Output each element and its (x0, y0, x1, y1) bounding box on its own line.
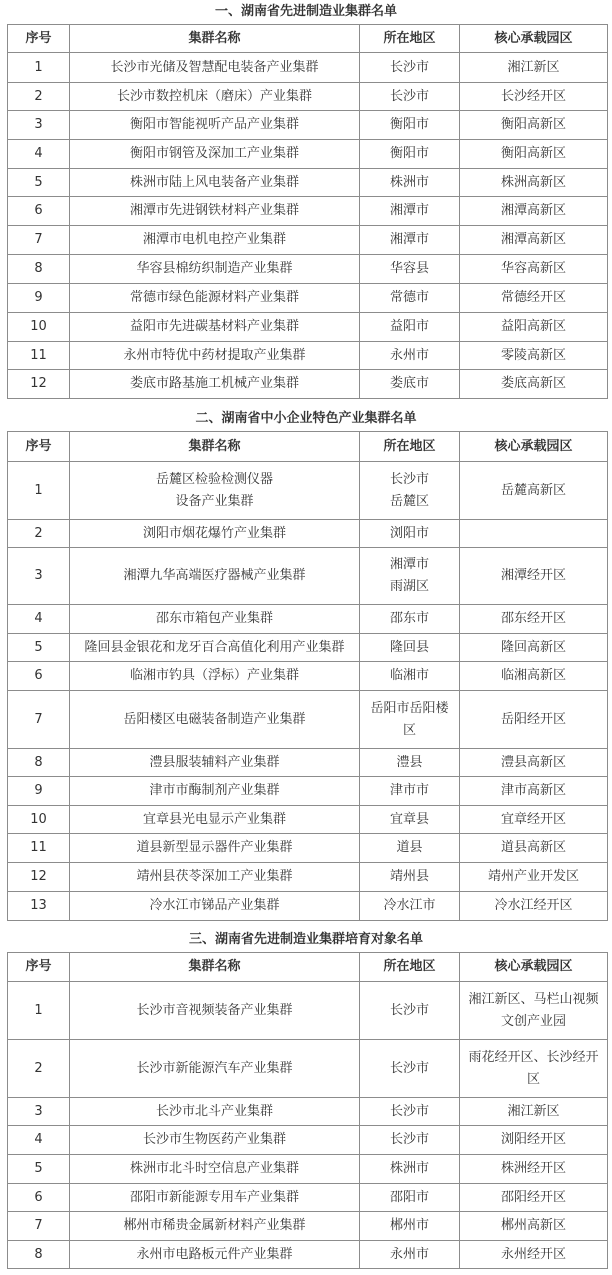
cluster-name-cell-line: 冷水江市锑品产业集群 (149, 898, 280, 913)
row-index: 10 (8, 313, 70, 342)
park-cell (460, 226, 608, 255)
park-cell (460, 1241, 608, 1269)
park-cell (460, 863, 608, 892)
cluster-name-cell-line: 津市市酶制剂产业集群 (149, 783, 280, 798)
park-cell-line: 永州经开区 (500, 1246, 566, 1262)
table-row (8, 1212, 608, 1241)
row-index: 2 (8, 520, 70, 548)
park-cell-line: 隆回高新区 (500, 639, 566, 655)
region-cell (360, 83, 460, 111)
table-row (8, 255, 608, 284)
region-cell (360, 1098, 460, 1126)
park-cell-line: 靖州产业开发区 (487, 869, 579, 884)
cluster-name-cell (70, 1040, 360, 1098)
row-index: 6 (8, 1184, 70, 1212)
region-cell (360, 749, 460, 777)
table-row (8, 313, 608, 342)
cluster-name-cell (70, 169, 360, 197)
region-cell-line: 郴州市 (389, 1218, 429, 1233)
row-index: 1 (8, 53, 70, 83)
table-row (8, 1126, 608, 1155)
park-cell-line: 冷水江经开区 (494, 898, 573, 913)
row-index: 12 (8, 370, 70, 399)
row-index: 8 (8, 1241, 70, 1269)
region-cell-line: 长沙市 (389, 471, 429, 487)
section-3 (0, 928, 612, 1269)
park-cell (460, 1212, 608, 1241)
row-index: 11 (8, 834, 70, 863)
park-cell-line: 株洲高新区 (500, 174, 566, 190)
cluster-name-cell (70, 1212, 360, 1241)
cluster-name-cell-line: 道县新型显示器件产业集群 (136, 840, 293, 855)
table-row (8, 691, 608, 749)
row-index: 10 (8, 806, 70, 834)
park-cell (460, 691, 608, 749)
cluster-name-cell (70, 53, 360, 83)
region-cell-line: 宜章县 (389, 811, 429, 827)
cluster-table (7, 952, 608, 1269)
row-index: 4 (8, 605, 70, 634)
cluster-name-cell (70, 806, 360, 834)
region-cell-line: 澧县 (396, 754, 423, 770)
region-cell (360, 255, 460, 284)
table-row (8, 226, 608, 255)
header-cluster-name: 集群名称 (70, 953, 360, 982)
cluster-name-cell (70, 1098, 360, 1126)
table-row (8, 605, 608, 634)
region-cell (360, 777, 460, 806)
park-cell-line: 湘江新区、马栏山视频 (468, 991, 599, 1007)
section-1 (0, 0, 612, 399)
row-index: 2 (8, 83, 70, 111)
region-cell-line: 长沙市 (389, 1060, 429, 1076)
region-cell (360, 342, 460, 370)
row-index: 12 (8, 863, 70, 892)
header-index: 序号 (8, 953, 70, 982)
cluster-name-cell (70, 1126, 360, 1155)
table-row (8, 834, 608, 863)
row-index: 3 (8, 111, 70, 140)
region-cell (360, 834, 460, 863)
park-cell (460, 982, 608, 1040)
region-cell (360, 111, 460, 140)
row-index: 8 (8, 749, 70, 777)
region-cell-line: 衡阳市 (389, 146, 429, 161)
table-row (8, 140, 608, 169)
park-cell-line: 临湘高新区 (500, 668, 566, 683)
cluster-name-cell-line: 邵阳市新能源专用车产业集群 (129, 1189, 299, 1205)
cluster-name-cell (70, 342, 360, 370)
park-cell (460, 777, 608, 806)
cluster-name-cell (70, 520, 360, 548)
park-cell (460, 662, 608, 691)
header-region: 所在地区 (360, 25, 460, 53)
park-cell (460, 634, 608, 662)
cluster-name-cell-line: 常德市绿色能源材料产业集群 (129, 290, 299, 305)
table-row (8, 370, 608, 399)
region-cell (360, 892, 460, 921)
park-cell-line: 株洲经开区 (500, 1161, 566, 1176)
section-2 (0, 407, 612, 921)
region-cell-line: 常德市 (389, 290, 429, 305)
park-cell-line: 雨花经开区、长沙经开 (468, 1049, 599, 1065)
cluster-name-cell (70, 749, 360, 777)
row-index: 9 (8, 284, 70, 313)
row-index: 6 (8, 662, 70, 691)
cluster-name-cell-line: 永州市特优中药材提取产业集群 (123, 347, 306, 363)
region-cell (360, 1126, 460, 1155)
region-cell-line: 临湘市 (389, 668, 429, 683)
cluster-name-cell-line: 靖州县茯苓深加工产业集群 (136, 869, 293, 884)
header-park: 核心承载园区 (460, 25, 608, 53)
park-cell-line: 益阳高新区 (500, 319, 566, 334)
row-index: 3 (8, 1098, 70, 1126)
cluster-name-cell-line: 长沙市生物医药产业集群 (142, 1132, 286, 1147)
cluster-name-cell (70, 140, 360, 169)
region-cell (360, 313, 460, 342)
cluster-table (7, 431, 608, 921)
park-cell-line: 道县高新区 (500, 840, 566, 855)
cluster-name-cell-line: 湘潭市先进钢铁材料产业集群 (129, 203, 299, 218)
region-cell-line: 邵阳市 (389, 1189, 429, 1205)
table-row (8, 982, 608, 1040)
row-index: 1 (8, 462, 70, 520)
park-cell-line: 湘潭高新区 (500, 203, 566, 218)
header-cluster-name: 集群名称 (70, 25, 360, 53)
table-row (8, 863, 608, 892)
cluster-name-cell-line: 隆回县金银花和龙牙百合高值化利用产业集群 (84, 639, 345, 655)
table-row (8, 1241, 608, 1269)
park-cell-line: 华容高新区 (500, 261, 566, 276)
region-cell-line: 娄底市 (389, 376, 429, 391)
table-row (8, 111, 608, 140)
region-cell-line: 雨湖区 (389, 579, 429, 594)
cluster-name-cell (70, 634, 360, 662)
cluster-name-cell-line: 长沙市新能源汽车产业集群 (136, 1060, 293, 1076)
cluster-name-cell-line: 永州市电路板元件产业集群 (136, 1246, 293, 1262)
region-cell (360, 169, 460, 197)
park-cell-line: 娄底高新区 (500, 376, 566, 391)
table-row (8, 53, 608, 83)
row-index: 2 (8, 1040, 70, 1098)
cluster-name-cell-line: 浏阳市烟花爆竹产业集群 (142, 525, 286, 541)
row-index: 4 (8, 1126, 70, 1155)
row-index: 13 (8, 892, 70, 921)
park-cell-line: 零陵高新区 (500, 347, 566, 363)
park-cell (460, 370, 608, 399)
table-row (8, 892, 608, 921)
header-index: 序号 (8, 432, 70, 462)
region-cell (360, 197, 460, 226)
park-cell-line: 岳麓高新区 (500, 482, 566, 498)
region-cell-line: 湘潭市 (389, 232, 429, 247)
cluster-name-cell (70, 83, 360, 111)
table-row (8, 1184, 608, 1212)
park-cell-line: 常德经开区 (500, 290, 566, 305)
row-index: 5 (8, 634, 70, 662)
park-cell (460, 111, 608, 140)
header-park: 核心承载园区 (460, 953, 608, 982)
region-cell-line: 道县 (396, 840, 423, 855)
cluster-name-cell-line: 衡阳市智能视听产品产业集群 (129, 117, 299, 132)
cluster-name-cell-line: 株洲市北斗时空信息产业集群 (129, 1161, 299, 1176)
cluster-name-cell-line: 娄底市路基施工机械产业集群 (129, 376, 299, 391)
park-cell-line: 湘江新区 (507, 1103, 560, 1119)
region-cell-line: 冷水江市 (383, 898, 436, 913)
region-cell (360, 605, 460, 634)
region-cell (360, 662, 460, 691)
cluster-name-cell (70, 892, 360, 921)
region-cell (360, 1155, 460, 1184)
cluster-name-cell-line: 长沙市数控机床（磨床）产业集群 (116, 88, 312, 104)
cluster-name-cell (70, 548, 360, 605)
cluster-name-cell (70, 313, 360, 342)
park-cell-line: 湘江新区 (507, 59, 560, 75)
cluster-name-cell-line: 衡阳市钢管及深加工产业集群 (129, 146, 299, 161)
cluster-name-cell-line: 岳阳楼区电磁装备制造产业集群 (123, 711, 306, 727)
header-cluster-name: 集群名称 (70, 432, 360, 462)
region-cell-line: 长沙市 (389, 1132, 429, 1147)
park-cell (460, 140, 608, 169)
park-cell (460, 806, 608, 834)
table-row (8, 806, 608, 834)
park-cell (460, 605, 608, 634)
region-cell (360, 1040, 460, 1098)
region-cell-line: 湘潭市 (389, 203, 429, 218)
park-cell-line: 岳阳经开区 (500, 711, 566, 727)
region-cell (360, 806, 460, 834)
park-cell (460, 892, 608, 921)
cluster-name-cell-line: 岳麓区检验检测仪器 (155, 471, 273, 487)
cluster-table (7, 24, 608, 399)
region-cell-line: 区 (402, 722, 416, 738)
header-index: 序号 (8, 25, 70, 53)
park-cell (460, 1098, 608, 1126)
park-cell-line: 长沙经开区 (500, 88, 566, 104)
cluster-name-cell-line: 株洲市陆上风电装备产业集群 (129, 174, 299, 190)
table-row (8, 1155, 608, 1184)
header-region: 所在地区 (360, 953, 460, 982)
table-row (8, 548, 608, 605)
row-index: 5 (8, 169, 70, 197)
region-cell-line: 华容县 (389, 261, 429, 276)
cluster-name-cell (70, 284, 360, 313)
park-cell-line: 浏阳经开区 (500, 1132, 566, 1147)
cluster-name-cell (70, 1155, 360, 1184)
park-cell (460, 255, 608, 284)
park-cell (460, 313, 608, 342)
region-cell (360, 1212, 460, 1241)
row-index: 4 (8, 140, 70, 169)
table-row (8, 634, 608, 662)
cluster-name-cell-line: 湘潭市电机电控产业集群 (142, 232, 286, 247)
region-cell-line: 津市市 (389, 783, 429, 798)
region-cell (360, 284, 460, 313)
region-cell (360, 370, 460, 399)
park-cell-line: 邵东经开区 (500, 611, 566, 626)
region-cell (360, 53, 460, 83)
region-cell-line: 长沙市 (389, 1103, 429, 1119)
table-row (8, 169, 608, 197)
region-cell-line: 湘潭市 (389, 557, 429, 572)
region-cell-line: 长沙市 (389, 59, 429, 75)
region-cell (360, 1241, 460, 1269)
cluster-name-cell (70, 834, 360, 863)
header-park: 核心承载园区 (460, 432, 608, 462)
table-row (8, 284, 608, 313)
region-cell (360, 863, 460, 892)
cluster-name-cell-line: 宜章县光电显示产业集群 (142, 811, 286, 827)
row-index: 3 (8, 548, 70, 605)
region-cell-line: 岳阳市岳阳楼 (370, 700, 449, 716)
region-cell-line: 隆回县 (389, 639, 429, 655)
cluster-name-cell (70, 111, 360, 140)
cluster-name-cell (70, 691, 360, 749)
row-index: 7 (8, 226, 70, 255)
park-cell (460, 520, 608, 548)
cluster-name-cell (70, 370, 360, 399)
section-title: 三、湖南省先进制造业集群培育对象名单 (188, 932, 423, 947)
park-cell (460, 197, 608, 226)
header-region: 所在地区 (360, 432, 460, 462)
region-cell (360, 982, 460, 1040)
table-row (8, 662, 608, 691)
park-cell-line: 澧县高新区 (500, 754, 566, 770)
row-index: 5 (8, 1155, 70, 1184)
region-cell-line: 浏阳市 (389, 525, 429, 541)
region-cell-line: 长沙市 (389, 1002, 429, 1018)
cluster-name-cell (70, 255, 360, 284)
cluster-name-cell (70, 605, 360, 634)
park-cell-line: 宜章经开区 (500, 811, 566, 827)
region-cell (360, 140, 460, 169)
park-cell-line: 湘潭经开区 (500, 568, 566, 583)
region-cell-line: 株洲市 (389, 1161, 429, 1176)
park-cell-line: 文创产业园 (500, 1013, 566, 1029)
header-row (8, 432, 608, 462)
park-cell-line: 湘潭高新区 (500, 232, 566, 247)
table-row (8, 197, 608, 226)
park-cell (460, 342, 608, 370)
park-cell (460, 1184, 608, 1212)
cluster-name-cell-line: 郴州市稀贵金属新材料产业集群 (123, 1218, 306, 1233)
region-cell (360, 548, 460, 605)
region-cell (360, 226, 460, 255)
park-cell (460, 1040, 608, 1098)
cluster-name-cell-line: 长沙市光储及智慧配电装备产业集群 (110, 59, 319, 75)
region-cell (360, 691, 460, 749)
park-cell (460, 548, 608, 605)
row-index: 9 (8, 777, 70, 806)
table-row (8, 520, 608, 548)
region-cell-line: 岳麓区 (389, 493, 429, 509)
cluster-name-cell (70, 226, 360, 255)
park-cell (460, 1155, 608, 1184)
park-cell-line: 邵阳经开区 (500, 1189, 566, 1205)
region-cell (360, 520, 460, 548)
park-cell-line: 郴州高新区 (500, 1218, 566, 1233)
cluster-name-cell (70, 863, 360, 892)
park-cell (460, 284, 608, 313)
cluster-name-cell-line: 邵东市箱包产业集群 (155, 611, 273, 626)
cluster-name-cell (70, 1184, 360, 1212)
region-cell-line: 长沙市 (389, 88, 429, 104)
table-row (8, 749, 608, 777)
cluster-name-cell-line: 长沙市北斗产业集群 (155, 1103, 273, 1119)
table-row (8, 777, 608, 806)
park-cell-line: 衡阳高新区 (500, 146, 566, 161)
section-title: 一、湖南省先进制造业集群名单 (214, 4, 397, 19)
region-cell-line: 株洲市 (389, 174, 429, 190)
section-title: 二、湖南省中小企业特色产业集群名单 (195, 411, 417, 426)
cluster-name-cell (70, 462, 360, 520)
park-cell (460, 53, 608, 83)
park-cell (460, 749, 608, 777)
park-cell-line: 衡阳高新区 (500, 117, 566, 132)
table-row (8, 462, 608, 520)
region-cell-line: 靖州县 (389, 869, 429, 884)
cluster-name-cell (70, 1241, 360, 1269)
park-cell (460, 169, 608, 197)
cluster-name-cell-line: 长沙市音视频装备产业集群 (136, 1002, 293, 1018)
row-index: 8 (8, 255, 70, 284)
region-cell (360, 462, 460, 520)
region-cell (360, 1184, 460, 1212)
cluster-name-cell-line: 益阳市先进碳基材料产业集群 (129, 319, 299, 334)
region-cell-line: 益阳市 (389, 319, 429, 334)
cluster-name-cell-line: 临湘市钓具（浮标）产业集群 (129, 668, 299, 683)
cluster-name-cell (70, 662, 360, 691)
park-cell (460, 834, 608, 863)
table-row (8, 1098, 608, 1126)
cluster-name-cell-line: 澧县服装辅料产业集群 (149, 754, 280, 770)
row-index: 7 (8, 691, 70, 749)
table-row (8, 83, 608, 111)
region-cell-line: 衡阳市 (389, 117, 429, 132)
region-cell-line: 永州市 (389, 347, 429, 363)
park-cell (460, 1126, 608, 1155)
table-row (8, 342, 608, 370)
region-cell (360, 634, 460, 662)
header-row (8, 25, 608, 53)
cluster-name-cell (70, 982, 360, 1040)
cluster-name-cell-line: 华容县棉纺织制造产业集群 (136, 261, 293, 276)
row-index: 11 (8, 342, 70, 370)
cluster-name-cell (70, 197, 360, 226)
park-cell (460, 83, 608, 111)
row-index: 7 (8, 1212, 70, 1241)
park-cell (460, 462, 608, 520)
region-cell-line: 永州市 (389, 1246, 429, 1262)
park-cell-line: 津市高新区 (500, 783, 566, 798)
cluster-name-cell-line: 湘潭九华高端医疗器械产业集群 (123, 568, 306, 583)
row-index: 6 (8, 197, 70, 226)
row-index: 1 (8, 982, 70, 1040)
cluster-name-cell-line: 设备产业集群 (175, 493, 254, 509)
table-row (8, 1040, 608, 1098)
park-cell-line: 区 (526, 1071, 540, 1087)
region-cell-line: 邵东市 (389, 611, 429, 626)
header-row (8, 953, 608, 982)
cluster-name-cell (70, 777, 360, 806)
